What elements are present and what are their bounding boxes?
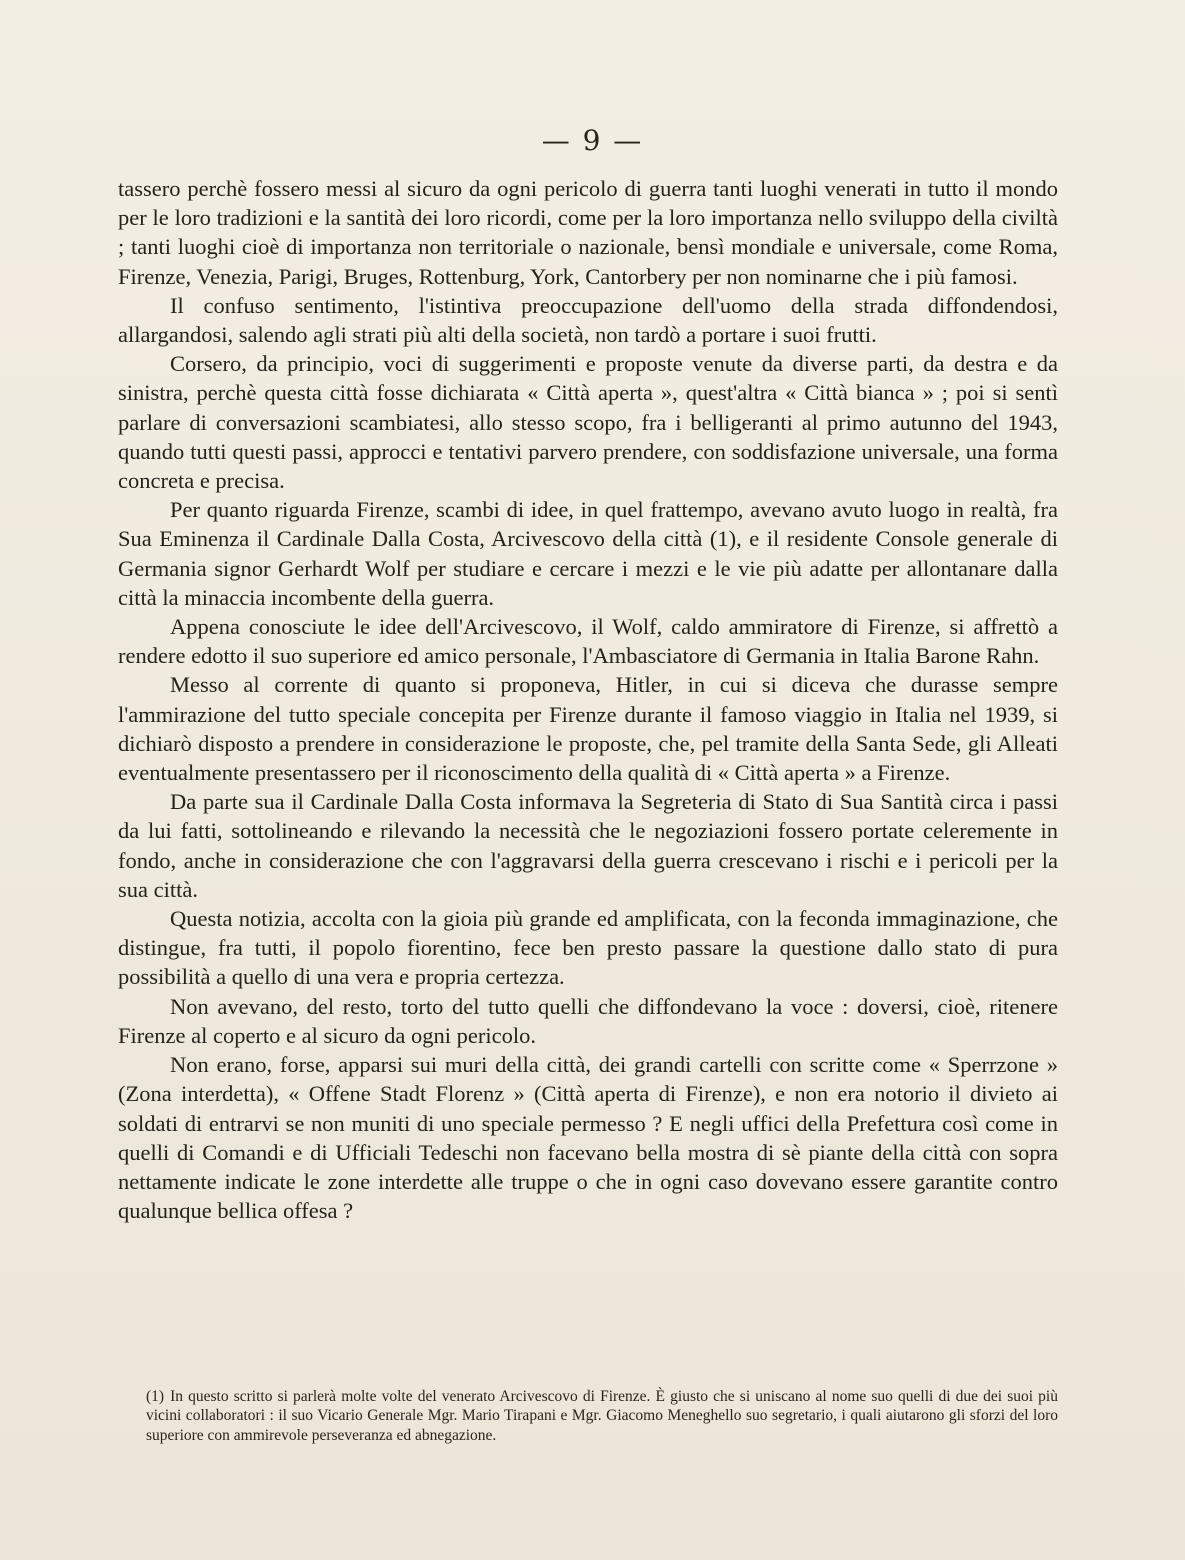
body-text [118, 174, 1058, 1225]
paragraph: tassero perchè fossero messi al sicuro da ogni pericolo di guerra tanti luoghi venerati in tutto il mondo per le loro tradizioni e la santità dei loro ricordi, come per la loro importanza nello sviluppo della civiltà ; tanti luoghi cioè di importanza non territoriale o nazionale, bensì mondiale e universale, come Roma, Firenze, Venezia, Parigi, Bruges, Rottenburg, York, Cantorbery per non nominarne che i più famosi. [118, 176, 1058, 289]
footnote-mark: (1) [146, 1388, 165, 1405]
paragraph: Non erano, forse, apparsi sui muri della città, dei grandi cartelli con scritte come « Sperrzone » (Zona interdetta), « Offene Stadt Florenz » (Città aperta di Firenze), e non era notorio il divieto ai soldati di entrarvi se non muniti di uno speciale permesso ? E negli uffici della Prefettura così come in quelli di Comandi e di Ufficiali Tedeschi non facevano bella mostra di sè piante della città con sopra nettamente indicate le zone interdette alle truppe o che in ogni caso dovevano essere garantite contro qualunque bellica offesa ? [118, 1052, 1058, 1224]
paragraph: Non avevano, del resto, torto del tutto quelli che diffondevano la voce : doversi, cioè, ritenere Firenze al coperto e al sicuro da ogni pericolo. [118, 993, 1058, 1048]
footnote [146, 1387, 1058, 1445]
page-number: — 9 — [541, 124, 644, 157]
paragraph: Messo al corrente di quanto si proponeva, Hitler, in cui si diceva che durasse sempre l'ammirazione del tutto speciale concepita per Firenze durante il famoso viaggio in Italia nel 1939, si dichiarò disposto a prendere in considerazione le proposte, che, pel tramite della Santa Sede, gli Alleati eventualmente presentassero per il riconoscimento della qualità di « Città aperta » a Firenze. [118, 672, 1058, 786]
footnote-text: In questo scritto si parlerà molte volte del venerato Arcivescovo di Firenze. È giusto che si uniscano al nome suo quelli di due dei suoi più vicini collaboratori : il suo Vicario Generale Mgr. Mario Tirapani e Mgr. Giacomo Meneghello suo segretario, i quali aiutarono gli sforzi del loro superiore con ammirevole perseveranza ed abnegazione. [146, 1388, 1058, 1444]
paragraph: Da parte sua il Cardinale Dalla Costa informava la Segreteria di Stato di Sua Santità circa i passi da lui fatti, sottolineando e rilevando la necessità che le negoziazioni fossero portate celeremente in fondo, anche in considerazione che con l'aggravarsi della guerra crescevano i rischi e i pericoli per la sua città. [118, 789, 1058, 902]
paragraph: Per quanto riguarda Firenze, scambi di idee, in quel frattempo, avevano avuto luogo in realtà, fra Sua Eminenza il Cardinale Dalla Costa, Arcivescovo della città (1), e il residente Console generale di Germania signor Gerhardt Wolf per studiare e cercare i mezzi e le vie più adatte per allontanare dalla città la minaccia incombente della guerra. [118, 497, 1058, 610]
paragraph: Questa notizia, accolta con la gioia più grande ed amplificata, con la feconda immaginazione, che distingue, fra tutti, il popolo fiorentino, fece ben presto passare la questione dallo stato di pura possibilità a quello di una vera e propria certezza. [118, 906, 1058, 990]
paragraph: Appena conosciute le idee dell'Arcivescovo, il Wolf, caldo ammiratore di Firenze, si affrettò a rendere edotto il suo superiore ed amico personale, l'Ambasciatore di Germania in Italia Barone Rahn. [118, 614, 1058, 669]
paragraph: Corsero, da principio, voci di suggerimenti e proposte venute da diverse parti, da destra e da sinistra, perchè questa città fosse dichiarata « Città aperta », quest'altra « Città bianca » ; poi si sentì parlare di conversazioni scambiatesi, allo stesso scopo, fra i belligeranti al primo autunno del 1943, quando tutti questi passi, approcci e tentativi parvero prendere, con soddisfazione universale, una forma concreta e precisa. [118, 351, 1058, 494]
paragraph: Il confuso sentimento, l'istintiva preoccupazione dell'uomo della strada diffondendosi, allargandosi, salendo agli strati più alti della società, non tardò a portare i suoi frutti. [118, 292, 1058, 348]
